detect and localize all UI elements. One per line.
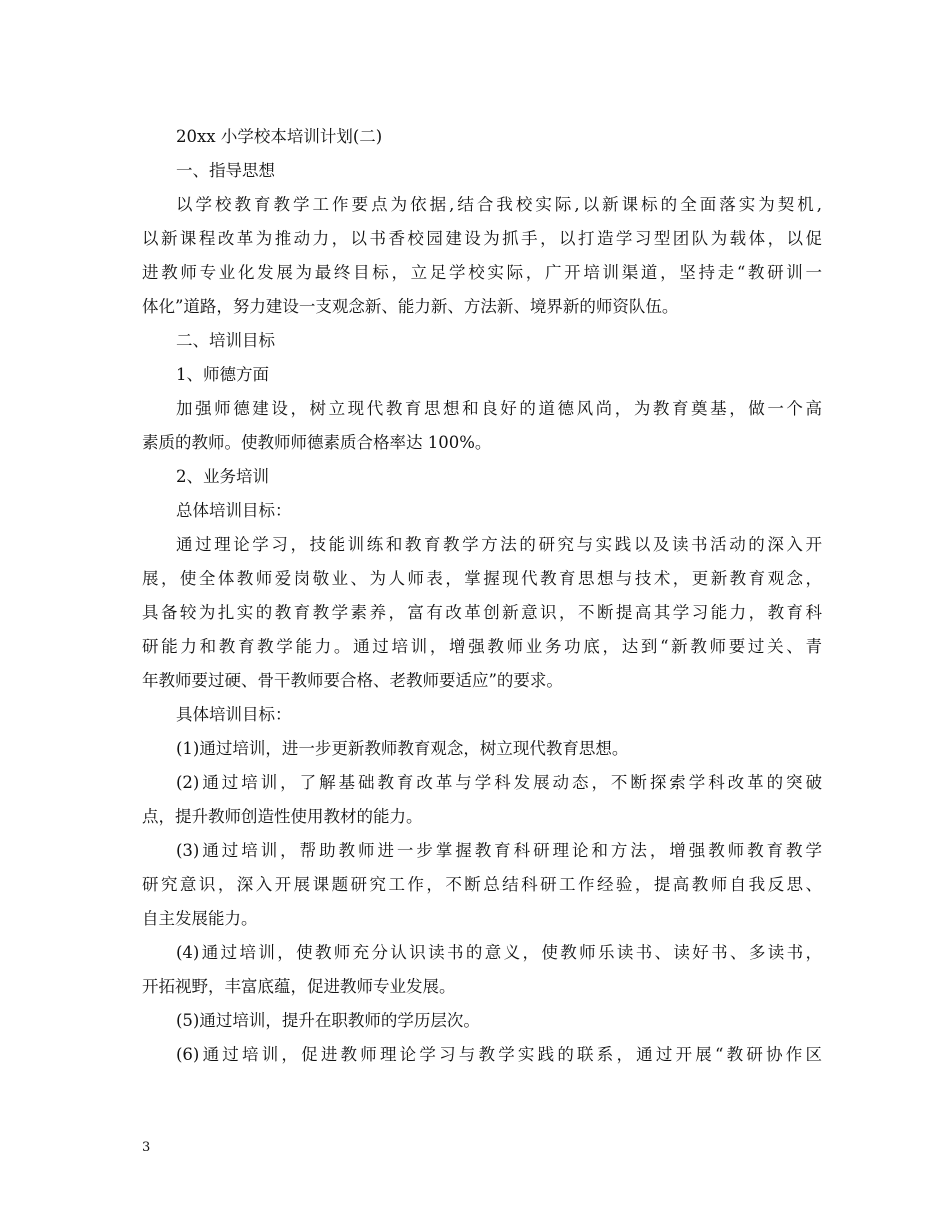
text-line: 年教师要过硬、骨干教师要合格、老教师要适应”的要求。 [142,671,563,690]
text-line: 体化”道路，努力建设一支观念新、能力新、方法新、境界新的师资队伍。 [142,297,679,316]
text-line: 1、师德方面 [176,365,269,384]
text-line: 二、培训目标 [176,331,275,350]
text-line: 开拓视野，丰富底蕴，促进教师专业发展。 [142,977,456,996]
text-line: 素质的教师。使教师师德素质合格率达 100%。 [142,433,492,452]
text-line: 20xx 小学校本培训计划(二) [176,127,383,146]
text-line: 以新课程改革为推动力，以书香校园建设为抓手，以打造学习型团队为载体，以促 [142,229,822,248]
text-line: 自主发展能力。 [142,909,258,928]
text-line: 加强师德建设，树立现代教育思想和良好的道德风尚，为教育奠基，做一个高 [176,399,822,418]
text-line: (1)通过培训，进一步更新教师教育观念，树立现代教育思想。 [176,739,629,758]
text-line: (4)通过培训，使教师充分认识读书的意义，使教师乐读书、读好书、多读书， [176,943,822,962]
text-line: 点，提升教师创造性使用教材的能力。 [142,807,423,826]
text-line: 2、业务培训 [176,467,269,486]
document-body [142,120,822,1072]
text-line: 具备较为扎实的教育教学素养，富有改革创新意识，不断提高其学习能力，教育科 [142,603,822,622]
text-line: (5)通过培训，提升在职教师的学历层次。 [176,1011,480,1030]
text-line: 以学校教育教学工作要点为依据,结合我校实际,以新课标的全面落实为契机, [176,195,822,214]
text-line: 研究意识，深入开展课题研究工作，不断总结科研工作经验，提高教师自我反思、 [142,875,822,894]
text-line: 展，使全体教师爱岗敬业、为人师表，掌握现代教育思想与技术，更新教育观念， [142,569,822,588]
text-line: 进教师专业化发展为最终目标，立足学校实际，广开培训渠道，坚持走“教研训一 [142,263,822,282]
text-line: (3)通过培训，帮助教师进一步掌握教育科研理论和方法，增强教师教育教学 [176,841,822,860]
text-line: (6)通过培训，促进教师理论学习与教学实践的联系，通过开展“教研协作区 [176,1045,822,1064]
page-number: 3 [142,1140,151,1155]
text-line: 通过理论学习，技能训练和教育教学方法的研究与实践以及读书活动的深入开 [176,535,822,554]
text-line: (2)通过培训，了解基础教育改革与学科发展动态，不断探索学科改革的突破 [176,773,822,792]
text-line: 一、指导思想 [176,161,275,180]
text-line: 研能力和教育教学能力。通过培训，增强教师业务功底，达到“新教师要过关、青 [142,637,822,656]
text-line: 具体培训目标： [176,705,292,724]
text-line: 总体培训目标： [176,501,292,520]
